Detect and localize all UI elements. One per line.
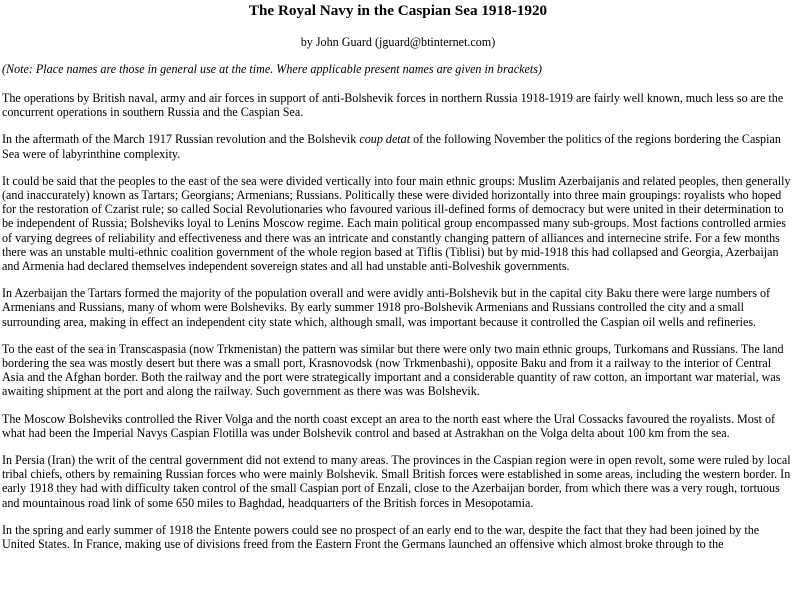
paragraph: To the east of the sea in Transcaspasia (now Trkmenistan) the pattern was similar but there were only two main ethnic groups, Turkomans and Russians. The land bordering the sea was mostly desert but there was a small port, Krasnovodsk (now Trkmenbashi), opposite Baku and from it a railway to the interior of Central Asia and the Afghan border. Both the railway and the port were strategically important and a considerable quantity of raw cotton, an important war material, was awaiting shipment at the port and along the railway. Such government as there was was Bolshevik. (2, 341, 784, 399)
paragraph (2, 132, 794, 160)
paragraph: In Persia (Iran) the writ of the central government did not extend to many areas. The provinces in the Caspian region were in open revolt, some were ruled by local tribal chiefs, others by remaining Russian forces who were mainly Bolshevik. Small British forces were established in some areas, including the western border. In early 1918 they had with difficulty taken control of the small Caspian port of Enzali, close to the Azerbaijan border, from which there was a very rough, tortuous and mountainous road link of some 650 miles to Baghdad, headquarters of the British forces in Mesopotamia. (2, 453, 791, 510)
paragraph-text: In the aftermath of the March 1917 Russian revolution and the Bolshevik (2, 132, 360, 147)
paragraph: The operations by British naval, army and air forces in support of anti-Bolshevik forces in northern Russia 1918-1919 are fairly well known, much less so are the concurrent operations in southern Russia and the Caspian Sea. (2, 91, 784, 120)
paragraph: It could be said that the peoples to the east of the sea were divided vertically into four main ethnic groups: Muslim Azerbaijanis and related peoples, then generally (and inaccurately) known as Tartars; Georgians; Armenians; Russians. Politically these were divided horizontally into three main groupings: royalists who hoped for the restoration of Czarist rule; so called Social Revolutionaries who favoured various ill-defined forms of democracy but were united in their determination to be independent of Russia; Bolsheviks loyal to Lenins Moscow regime. Each main political group encompassed many sub-groups. Most factions controlled armies of varying degrees of reliability and effectiveness and there was an intricate and constantly changing pattern of alliances and internecine strife. For a few months there was an unstable multi-ethnic coalition government of the whole region based at Tiflis (Tiblisi) but by mid-1918 this had collapsed and Georgia, Azerbaijan and Armenia had declared themselves independent sovereign states and all had unstable anti-Bolveshik governments. (2, 173, 791, 274)
paragraph-text: of the following November the politics of the regions bordering the Caspian Sea were of labyrinthine complexity. (2, 132, 781, 161)
paragraph: In Azerbaijan the Tartars formed the majority of the population overall and were avidly anti-Bolshevik but in the capital city Baku there were large numbers of Armenians and Russians, many of whom were Bolsheviks. By early summer 1918 pro-Bolshevik Armenians and Russians controlled the city and a small surrounding area, making in effect an independent city state which, although small, was important because it controlled the Caspian oil wells and refineries. (2, 286, 771, 329)
article-title: The Royal Navy in the Caspian Sea 1918-1920 (248, 2, 548, 19)
place-names-note: (Note: Place names are those in general use at the time. Where applicable present names are given in brackets) (2, 62, 542, 76)
article-byline: by John Guard (jguard@btinternet.com) (300, 35, 496, 49)
italic-term: coup detat (359, 132, 411, 147)
paragraph: In the spring and early summer of 1918 the Entente powers could see no prospect of an early end to the war, despite the fact that they had been joined by the United States. In France, making use of divisions freed from the Eastern Front the Germans launched an offensive which almost broke through to the (2, 522, 760, 552)
paragraph: The Moscow Bolsheviks controlled the River Volga and the north coast except an area to the north east where the Ural Cossacks favoured the royalists. Most of what had been the Imperial Navys Caspian Flotilla was under Bolshevik control and based at Astrakhan on the Volga delta about 100 km from the sea. (2, 411, 776, 440)
